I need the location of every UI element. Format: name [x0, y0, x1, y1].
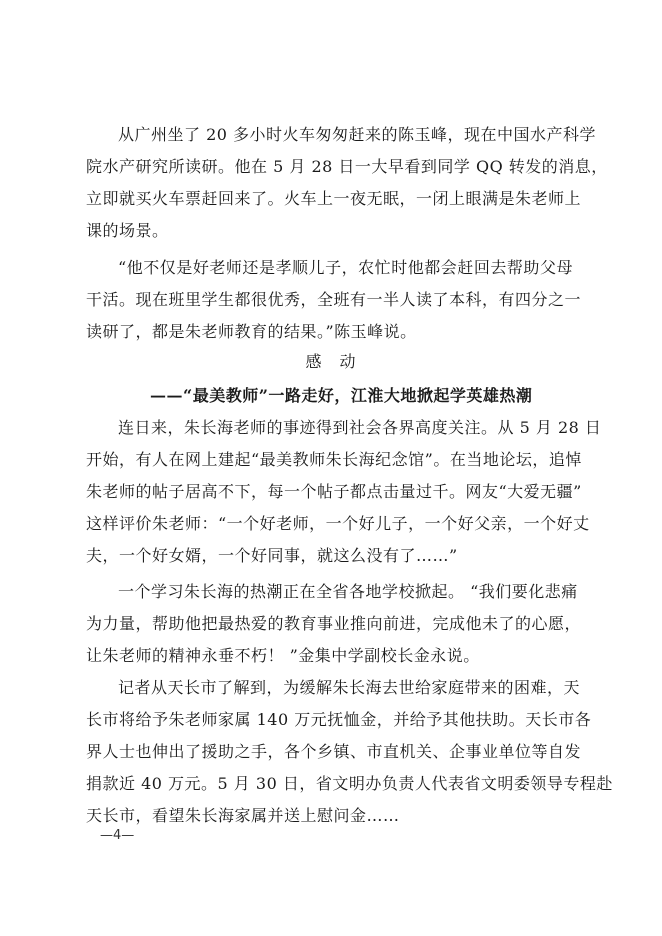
text-line: 夫，一个好女婿，一个好同事，就这么没有了……”: [86, 546, 458, 565]
text-line: 干活。现在班里学生都很优秀，全班有一半人读了本科，有四分之一: [86, 290, 582, 309]
text-line: 这样评价朱老师：“一个好老师，一个好儿子，一个好父亲，一个好丈: [86, 514, 590, 533]
text-line: 立即就买火车票赶回来了。火车上一夜无眠，一闭上眼满是朱老师上: [86, 189, 582, 208]
text-line: 连日来，朱长海老师的事迹得到社会各界高度关注。从 5 月 28 日: [118, 418, 602, 437]
text-line: “他不仅是好老师还是孝顺儿子，农忙时他都会赶回去帮助父母: [118, 258, 573, 277]
text-line: 读研了，都是朱老师教育的结果。”陈玉峰说。: [86, 322, 417, 341]
text-line: 天长市，看望朱长海家属并送上慰问金……: [86, 806, 400, 825]
text-line: 长市将给予朱老师家属 140 万元抚恤金，并给予其他扶助。天长市各: [86, 710, 592, 729]
text-line: 为力量，帮助他把最热爱的教育事业推向前进，完成他未了的心愿，: [86, 614, 582, 633]
page-number: —4—: [100, 828, 135, 843]
text-line: 课的场景。: [86, 221, 169, 240]
text-line: 让朱老师的精神永垂不朽！ ”金集中学副校长金永说。: [86, 646, 480, 665]
text-line: 一个学习朱长海的热潮正在全省各地学校掀起。 “我们要化悲痛: [118, 582, 578, 601]
text-line: 院水产研究所读研。他在 5 月 28 日一大早看到同学 QQ 转发的消息，: [86, 157, 608, 176]
text-line: 从广州坐了 20 多小时火车匆匆赶来的陈玉峰，现在中国水产科学: [118, 125, 597, 144]
section-subtitle: ——“最美教师”一路走好，江淮大地掀起学英雄热潮: [150, 386, 533, 405]
text-line: 界人士也伸出了援助之手，各个乡镇、市直机关、企事业单位等自发: [86, 742, 582, 761]
section-heading: 感 动: [305, 352, 357, 371]
text-line: 开始，有人在网上建起“最美教师朱长海纪念馆”。在当地论坛，追悼: [86, 450, 582, 469]
text-line: 捐款近 40 万元。5 月 30 日，省文明办负责人代表省文明委领导专程赴: [86, 774, 613, 793]
text-line: 记者从天长市了解到，为缓解朱长海去世给家庭带来的困难，天: [118, 678, 581, 697]
text-line: 朱老师的帖子居高不下，每一个帖子都点击量过千。网友“大爱无疆”: [86, 482, 582, 501]
